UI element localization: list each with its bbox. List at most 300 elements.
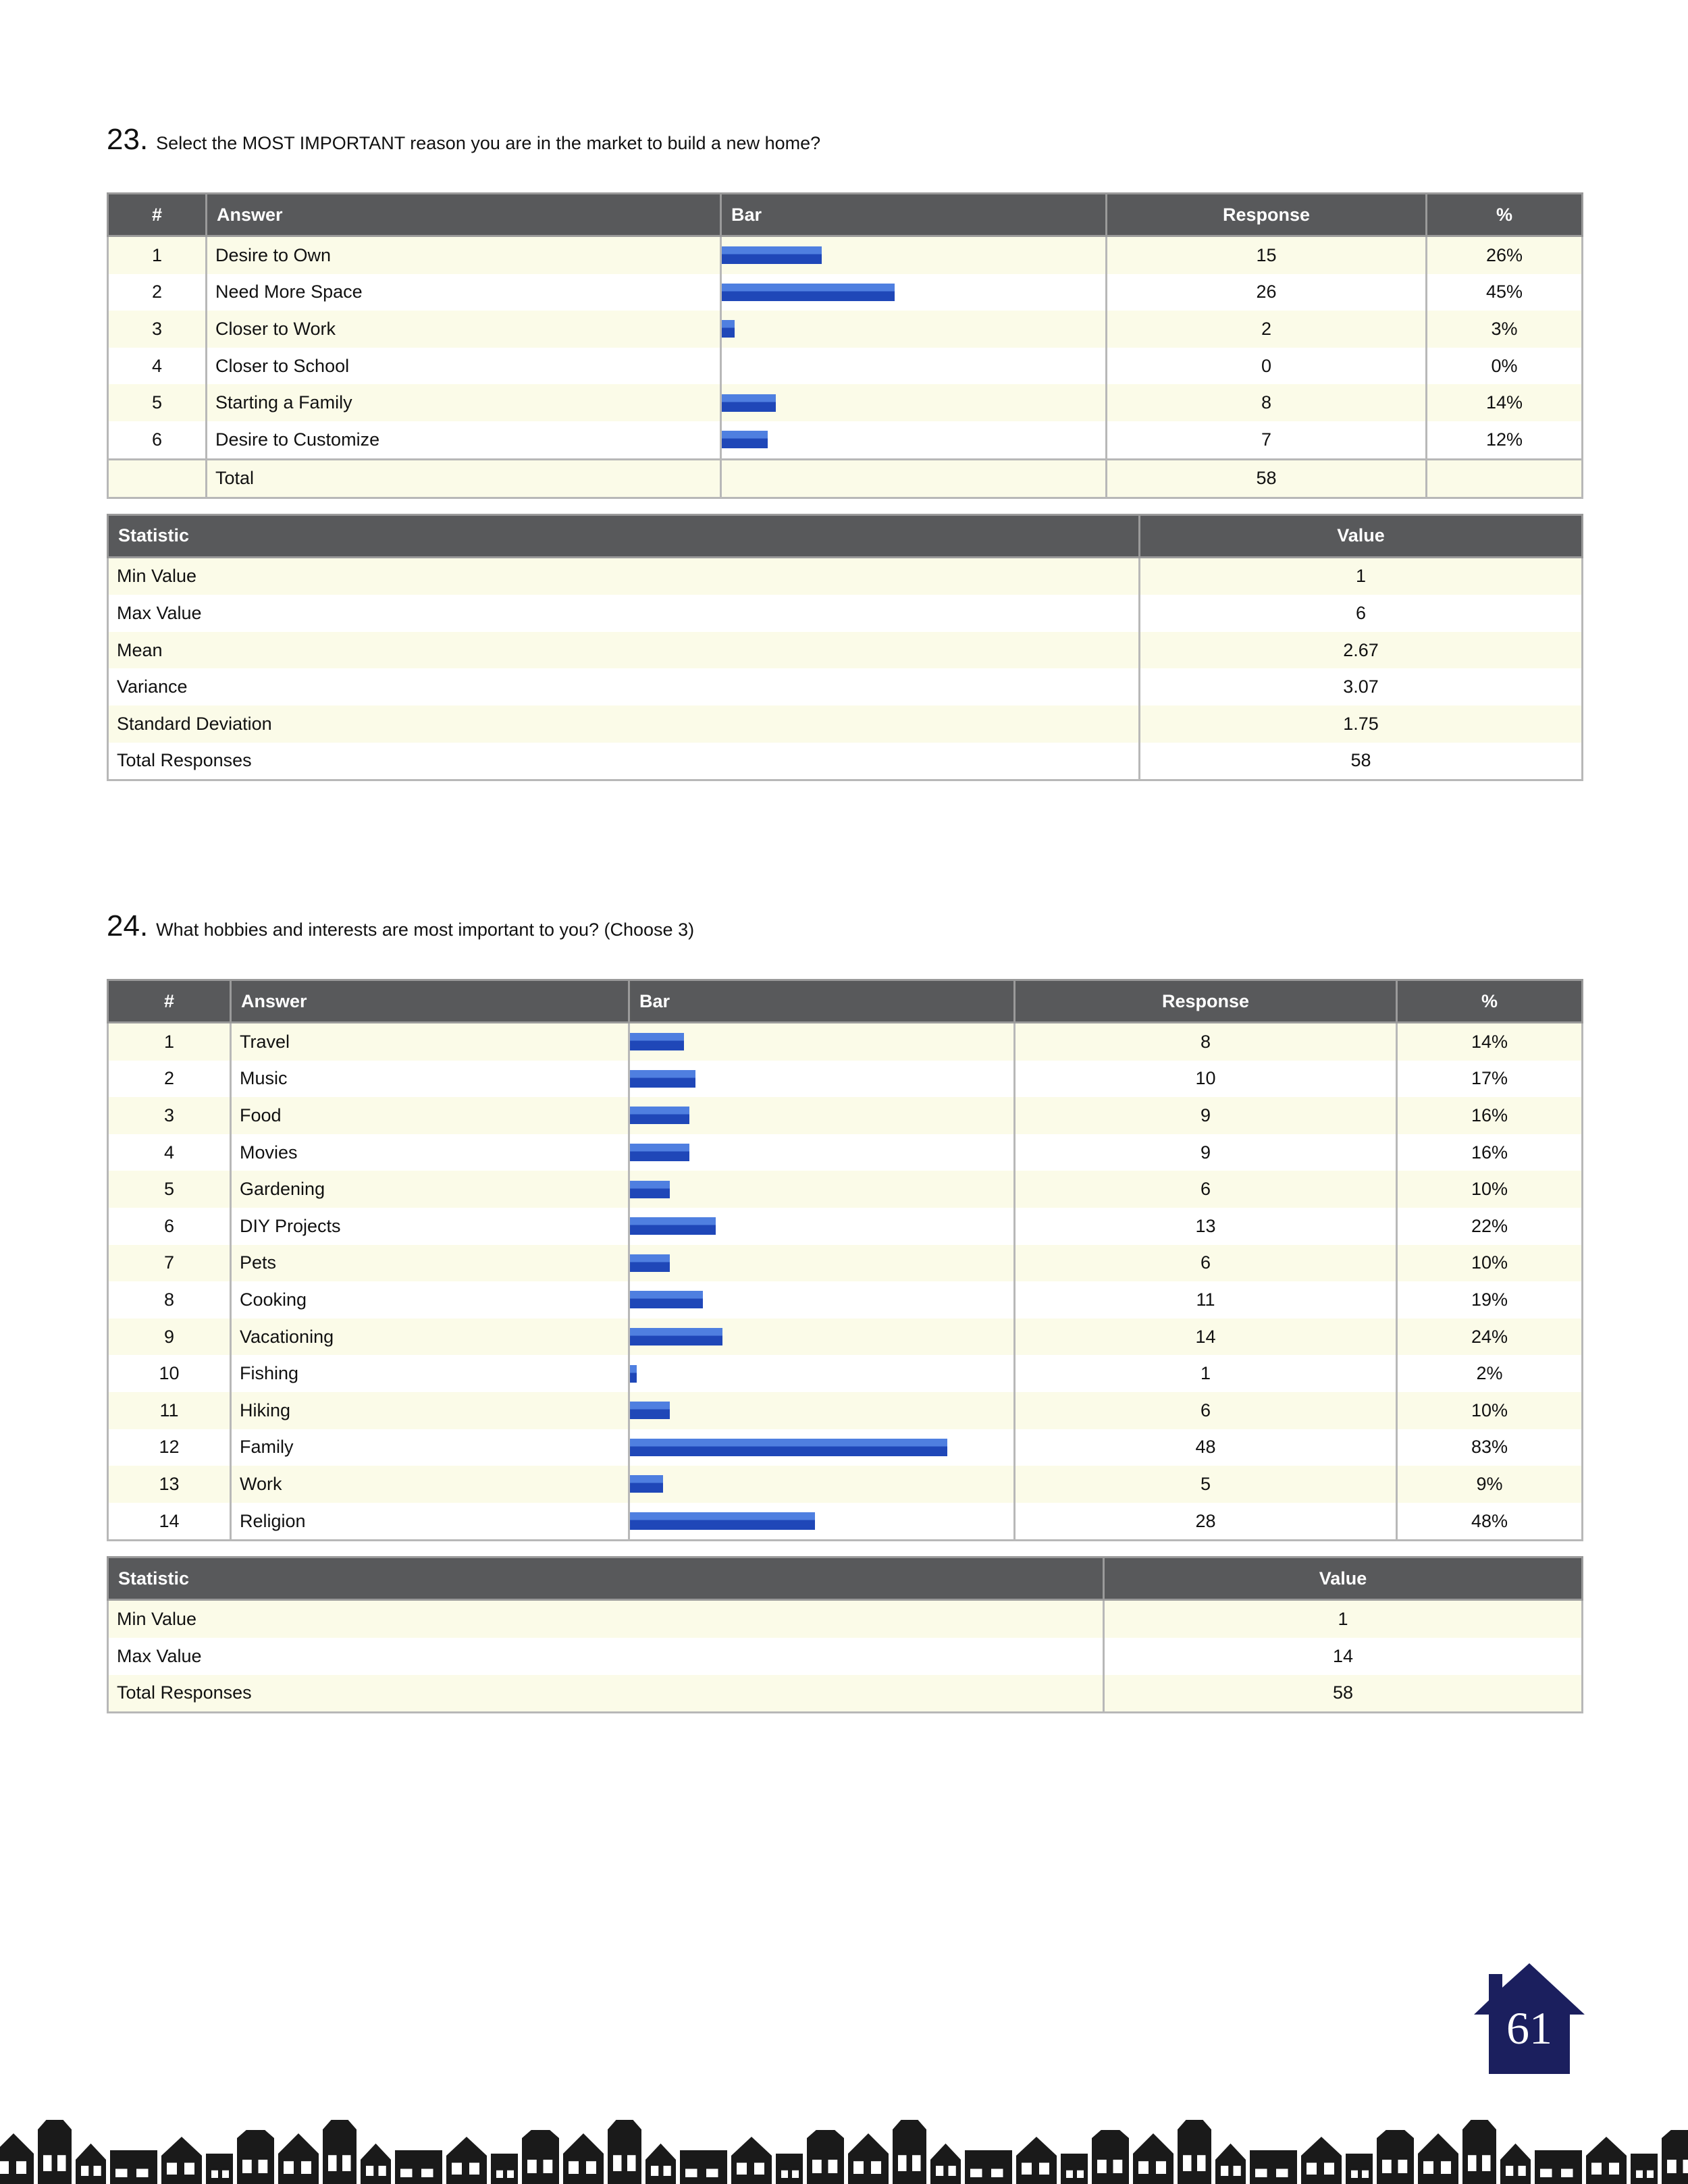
response-count: 14 <box>1015 1319 1397 1356</box>
house-window <box>1197 2155 1206 2171</box>
stat-value: 2.67 <box>1140 632 1583 669</box>
response-count: 2 <box>1107 311 1427 348</box>
bar-cell <box>721 384 1107 421</box>
house-window <box>949 2166 956 2176</box>
answer-label: Hiking <box>231 1392 629 1429</box>
bar-cell <box>629 1355 1015 1392</box>
stat-label: Min Value <box>108 1600 1104 1638</box>
house-window <box>651 2166 658 2176</box>
col-header-bar: Bar <box>629 980 1015 1023</box>
house-window <box>1077 2170 1084 2178</box>
house-window <box>1324 2163 1334 2175</box>
response-bar <box>630 1254 670 1272</box>
house-window <box>1468 2155 1477 2171</box>
house-window <box>792 2170 799 2178</box>
house-silhouette <box>0 2133 34 2184</box>
house-window <box>115 2169 128 2178</box>
house-window <box>1351 2170 1358 2178</box>
table-row <box>108 1061 1583 1098</box>
response-count: 0 <box>1107 348 1427 385</box>
table-row <box>108 1466 1583 1503</box>
col-header-response: Response <box>1107 194 1427 236</box>
table-row <box>108 1023 1583 1061</box>
house-window <box>613 2155 622 2171</box>
bar-cell <box>629 1429 1015 1466</box>
house-window <box>781 2170 788 2178</box>
stat-label: Max Value <box>108 595 1140 632</box>
response-count: 5 <box>1015 1466 1397 1503</box>
house-window <box>57 2155 66 2171</box>
house-silhouette <box>1346 2154 1373 2184</box>
response-count: 26 <box>1107 274 1427 311</box>
response-count: 6 <box>1015 1245 1397 1282</box>
house-silhouette <box>1215 2143 1246 2184</box>
response-bar <box>630 1033 684 1050</box>
house-silhouette <box>1250 2150 1297 2184</box>
house-silhouette <box>237 2130 274 2184</box>
house-silhouette <box>323 2120 357 2184</box>
response-bar <box>630 1328 722 1346</box>
response-count: 15 <box>1107 236 1427 274</box>
response-count: 9 <box>1015 1134 1397 1171</box>
table-row <box>108 1134 1583 1171</box>
response-percent: 12% <box>1427 421 1583 459</box>
total-row <box>108 459 1583 498</box>
stat-value: 14 <box>1104 1638 1583 1675</box>
house-silhouette <box>848 2133 889 2184</box>
house-silhouette <box>1586 2137 1627 2184</box>
house-window <box>43 2155 52 2171</box>
house-window <box>184 2163 194 2175</box>
question-title <box>107 123 822 156</box>
row-number: 6 <box>108 1208 231 1245</box>
house-silhouette <box>395 2150 442 2184</box>
bar-cell <box>629 1097 1015 1134</box>
house-window <box>853 2161 864 2174</box>
row-number: 9 <box>108 1319 231 1356</box>
house-window <box>1183 2155 1192 2171</box>
house-silhouette <box>807 2130 844 2184</box>
house-window <box>1022 2163 1032 2175</box>
house-silhouette <box>491 2154 518 2184</box>
col-header-response: Response <box>1015 980 1397 1023</box>
house-window <box>569 2161 579 2174</box>
question-title <box>107 909 822 942</box>
bar-cell <box>629 1245 1015 1282</box>
response-bar <box>630 1217 716 1235</box>
response-bar <box>722 431 768 448</box>
statistics-table <box>107 514 1583 782</box>
response-percent: 10% <box>1397 1245 1583 1282</box>
stat-label: Mean <box>108 632 1140 669</box>
house-window <box>507 2170 514 2178</box>
answer-label: Fishing <box>231 1355 629 1392</box>
response-count: 8 <box>1107 384 1427 421</box>
house-window <box>1362 2170 1369 2178</box>
question-text: What hobbies and interests are most important to you? (Choose 3) <box>156 920 695 940</box>
response-table <box>107 192 1583 499</box>
row-number: 10 <box>108 1355 231 1392</box>
house-silhouette <box>161 2137 202 2184</box>
answer-label: DIY Projects <box>231 1208 629 1245</box>
answer-label: Closer to School <box>207 348 721 385</box>
bar-cell <box>629 1319 1015 1356</box>
house-silhouette <box>76 2143 106 2184</box>
bar-cell <box>721 236 1107 274</box>
row-number: 4 <box>108 1134 231 1171</box>
row-number: 1 <box>108 1023 231 1061</box>
house-window <box>1097 2160 1107 2173</box>
house-window <box>469 2163 479 2175</box>
answer-label: Music <box>231 1061 629 1098</box>
col-header-statistic: Statistic <box>108 1557 1104 1600</box>
house-window <box>328 2155 337 2171</box>
response-percent: 26% <box>1427 236 1583 274</box>
house-silhouette <box>1535 2150 1582 2184</box>
bar-cell <box>629 1061 1015 1098</box>
table-row <box>108 1392 1583 1429</box>
stat-label: Max Value <box>108 1638 1104 1675</box>
table-row <box>108 348 1583 385</box>
stat-label: Total Responses <box>108 743 1140 780</box>
house-window <box>1482 2155 1491 2171</box>
page-number: 61 <box>1506 2002 1552 2054</box>
house-silhouette <box>608 2120 641 2184</box>
house-window <box>1441 2161 1451 2174</box>
response-bar <box>630 1070 695 1088</box>
house-window <box>754 2163 764 2175</box>
response-count: 48 <box>1015 1429 1397 1466</box>
response-percent: 48% <box>1397 1503 1583 1541</box>
house-window <box>222 2170 229 2178</box>
house-window <box>970 2169 982 2178</box>
house-window <box>136 2169 149 2178</box>
row-number: 8 <box>108 1281 231 1319</box>
bar-cell <box>721 274 1107 311</box>
response-bar <box>722 284 895 301</box>
stat-value: 1 <box>1140 557 1583 595</box>
col-header-value: Value <box>1140 514 1583 557</box>
response-percent: 17% <box>1397 1061 1583 1098</box>
row-number: 12 <box>108 1429 231 1466</box>
row-number: 5 <box>108 1171 231 1208</box>
house-silhouette <box>1662 2130 1688 2184</box>
houses-border-icon <box>0 2096 1688 2184</box>
col-header-statistic: Statistic <box>108 514 1140 557</box>
response-count: 7 <box>1107 421 1427 459</box>
table-row <box>108 1171 1583 1208</box>
house-window <box>1667 2160 1677 2173</box>
stat-label: Variance <box>108 668 1140 705</box>
house-window <box>211 2170 218 2178</box>
col-header-number: # <box>108 980 231 1023</box>
answer-label: Religion <box>231 1503 629 1541</box>
table-row <box>108 311 1583 348</box>
bar-cell <box>721 348 1107 385</box>
house-window <box>1423 2161 1433 2174</box>
house-window <box>685 2169 697 2178</box>
question-24 <box>107 909 1581 1713</box>
house-window <box>812 2160 822 2173</box>
house-window <box>301 2161 311 2174</box>
house-silhouette <box>1500 2143 1531 2184</box>
table-row <box>108 1429 1583 1466</box>
response-percent: 9% <box>1397 1466 1583 1503</box>
row-number: 1 <box>108 236 207 274</box>
row-number: 5 <box>108 384 207 421</box>
response-table <box>107 979 1583 1541</box>
total-value: 58 <box>1107 459 1427 498</box>
table-row <box>108 1208 1583 1245</box>
house-window <box>496 2170 503 2178</box>
col-header-percent: % <box>1427 194 1583 236</box>
house-window <box>1307 2163 1317 2175</box>
stat-value: 3.07 <box>1140 668 1583 705</box>
stat-row <box>108 557 1583 595</box>
house-silhouette <box>446 2137 487 2184</box>
answer-label: Cooking <box>231 1281 629 1319</box>
answer-label: Food <box>231 1097 629 1134</box>
table-row <box>108 421 1583 459</box>
row-number: 4 <box>108 348 207 385</box>
row-number: 13 <box>108 1466 231 1503</box>
house-window <box>1382 2160 1392 2173</box>
house-silhouette <box>965 2150 1012 2184</box>
row-number: 2 <box>108 274 207 311</box>
house-silhouette <box>38 2120 72 2184</box>
house-window <box>828 2160 838 2173</box>
house-window <box>1540 2169 1552 2178</box>
house-silhouette <box>278 2133 319 2184</box>
response-percent: 2% <box>1397 1355 1583 1392</box>
house-window <box>991 2169 1003 2178</box>
house-window <box>1039 2163 1049 2175</box>
table-row <box>108 1097 1583 1134</box>
col-header-bar: Bar <box>721 194 1107 236</box>
stat-value: 6 <box>1140 595 1583 632</box>
row-number: 11 <box>108 1392 231 1429</box>
response-count: 11 <box>1015 1281 1397 1319</box>
house-window <box>242 2160 252 2173</box>
house-silhouette <box>1418 2133 1458 2184</box>
response-percent: 10% <box>1397 1171 1583 1208</box>
response-count: 10 <box>1015 1061 1397 1098</box>
house-window <box>544 2160 553 2173</box>
house-window <box>706 2169 718 2178</box>
response-bar <box>630 1144 689 1161</box>
house-window <box>737 2163 747 2175</box>
house-silhouette <box>731 2137 772 2184</box>
house-window <box>1683 2160 1688 2173</box>
house-window <box>527 2160 537 2173</box>
question-23 <box>107 123 1581 781</box>
question-number: 24. <box>107 909 149 942</box>
house-window <box>1138 2161 1149 2174</box>
answer-label: Gardening <box>231 1171 629 1208</box>
total-percent-cell <box>1427 459 1583 498</box>
response-count: 9 <box>1015 1097 1397 1134</box>
bar-cell <box>629 1208 1015 1245</box>
response-percent: 22% <box>1397 1208 1583 1245</box>
house-window <box>1636 2170 1643 2178</box>
answer-label: Closer to Work <box>207 311 721 348</box>
house-window <box>1221 2166 1228 2176</box>
house-window <box>1255 2169 1267 2178</box>
stat-label: Total Responses <box>108 1675 1104 1713</box>
house-window <box>81 2166 88 2176</box>
stat-value: 58 <box>1140 743 1583 780</box>
table-row <box>108 1355 1583 1392</box>
response-count: 8 <box>1015 1023 1397 1061</box>
house-silhouette <box>893 2120 926 2184</box>
house-window <box>379 2166 386 2176</box>
house-silhouette <box>1061 2154 1088 2184</box>
answer-label: Desire to Own <box>207 236 721 274</box>
response-percent: 16% <box>1397 1134 1583 1171</box>
bar-cell <box>629 1281 1015 1319</box>
house-window <box>342 2155 351 2171</box>
bar-cell <box>629 1392 1015 1429</box>
house-window <box>664 2166 671 2176</box>
house-window <box>1113 2160 1123 2173</box>
house-window <box>259 2160 268 2173</box>
house-silhouette <box>1016 2137 1057 2184</box>
house-window <box>1519 2166 1526 2176</box>
house-silhouette <box>1377 2130 1414 2184</box>
house-silhouette <box>1631 2154 1658 2184</box>
response-bar <box>630 1181 670 1198</box>
response-bar <box>630 1107 689 1124</box>
house-window <box>898 2155 907 2171</box>
response-percent: 0% <box>1427 348 1583 385</box>
stat-row <box>108 1675 1583 1713</box>
house-window <box>1234 2166 1241 2176</box>
house-window <box>167 2163 177 2175</box>
bar-cell <box>721 421 1107 459</box>
house-silhouette <box>1092 2130 1129 2184</box>
response-count: 6 <box>1015 1392 1397 1429</box>
response-percent: 19% <box>1397 1281 1583 1319</box>
response-count: 28 <box>1015 1503 1397 1541</box>
house-silhouette <box>522 2130 559 2184</box>
statistics-table <box>107 1556 1583 1713</box>
response-percent: 10% <box>1397 1392 1583 1429</box>
house-window <box>1398 2160 1408 2173</box>
table-row <box>108 1281 1583 1319</box>
bar-cell <box>629 1466 1015 1503</box>
stat-value: 1.75 <box>1140 705 1583 743</box>
house-window <box>1609 2163 1619 2175</box>
table-row <box>108 1319 1583 1356</box>
response-percent: 24% <box>1397 1319 1583 1356</box>
answer-label: Work <box>231 1466 629 1503</box>
house-window <box>1276 2169 1288 2178</box>
bar-cell <box>629 1503 1015 1541</box>
house-window <box>586 2161 596 2174</box>
stat-label: Min Value <box>108 557 1140 595</box>
house-window <box>912 2155 921 2171</box>
answer-label: Pets <box>231 1245 629 1282</box>
col-header-answer: Answer <box>207 194 721 236</box>
house-silhouette <box>680 2150 727 2184</box>
response-count: 6 <box>1015 1171 1397 1208</box>
col-header-number: # <box>108 194 207 236</box>
response-bar <box>630 1291 703 1308</box>
row-number: 14 <box>108 1503 231 1541</box>
house-window <box>94 2166 101 2176</box>
total-label: Total <box>207 459 721 498</box>
table-row <box>108 1245 1583 1282</box>
row-number: 6 <box>108 421 207 459</box>
house-silhouette <box>1301 2137 1342 2184</box>
response-bar <box>630 1402 670 1419</box>
house-window <box>452 2163 462 2175</box>
table-row <box>108 1503 1583 1541</box>
house-silhouette <box>1133 2133 1173 2184</box>
stat-row <box>108 743 1583 780</box>
table-row <box>108 274 1583 311</box>
row-number: 3 <box>108 311 207 348</box>
house-window <box>1591 2163 1602 2175</box>
answer-label: Vacationing <box>231 1319 629 1356</box>
house-window <box>936 2166 943 2176</box>
house-silhouette <box>361 2143 391 2184</box>
bar-cell <box>629 1171 1015 1208</box>
house-window <box>16 2161 26 2174</box>
response-percent: 14% <box>1397 1023 1583 1061</box>
answer-label: Family <box>231 1429 629 1466</box>
response-percent: 14% <box>1427 384 1583 421</box>
house-window <box>1506 2166 1513 2176</box>
house-silhouette <box>206 2154 233 2184</box>
response-bar <box>722 394 776 412</box>
response-bar <box>630 1512 815 1530</box>
response-percent: 45% <box>1427 274 1583 311</box>
answer-label: Desire to Customize <box>207 421 721 459</box>
house-silhouette <box>930 2143 961 2184</box>
row-number: 2 <box>108 1061 231 1098</box>
row-number: 7 <box>108 1245 231 1282</box>
house-window <box>366 2166 373 2176</box>
response-percent: 83% <box>1397 1429 1583 1466</box>
house-window <box>400 2169 413 2178</box>
stat-label: Standard Deviation <box>108 705 1140 743</box>
house-silhouette <box>645 2143 676 2184</box>
question-text: Select the MOST IMPORTANT reason you are in the market to build a new home? <box>156 133 821 153</box>
response-percent: 3% <box>1427 311 1583 348</box>
col-header-value: Value <box>1104 1557 1583 1600</box>
total-number-cell <box>108 459 207 498</box>
bar-cell <box>629 1134 1015 1171</box>
total-bar-cell <box>721 459 1107 498</box>
bar-cell <box>629 1023 1015 1061</box>
house-window <box>421 2169 433 2178</box>
house-window <box>1647 2170 1654 2178</box>
stat-value: 1 <box>1104 1600 1583 1638</box>
bar-cell <box>721 311 1107 348</box>
response-bar <box>630 1439 947 1456</box>
col-header-answer: Answer <box>231 980 629 1023</box>
response-bar <box>722 320 735 338</box>
stat-row <box>108 668 1583 705</box>
response-bar <box>630 1365 637 1383</box>
table-row <box>108 236 1583 274</box>
response-count: 1 <box>1015 1355 1397 1392</box>
house-window <box>0 2161 9 2174</box>
house-silhouette <box>1462 2120 1496 2184</box>
house-silhouette <box>563 2133 604 2184</box>
answer-label: Movies <box>231 1134 629 1171</box>
